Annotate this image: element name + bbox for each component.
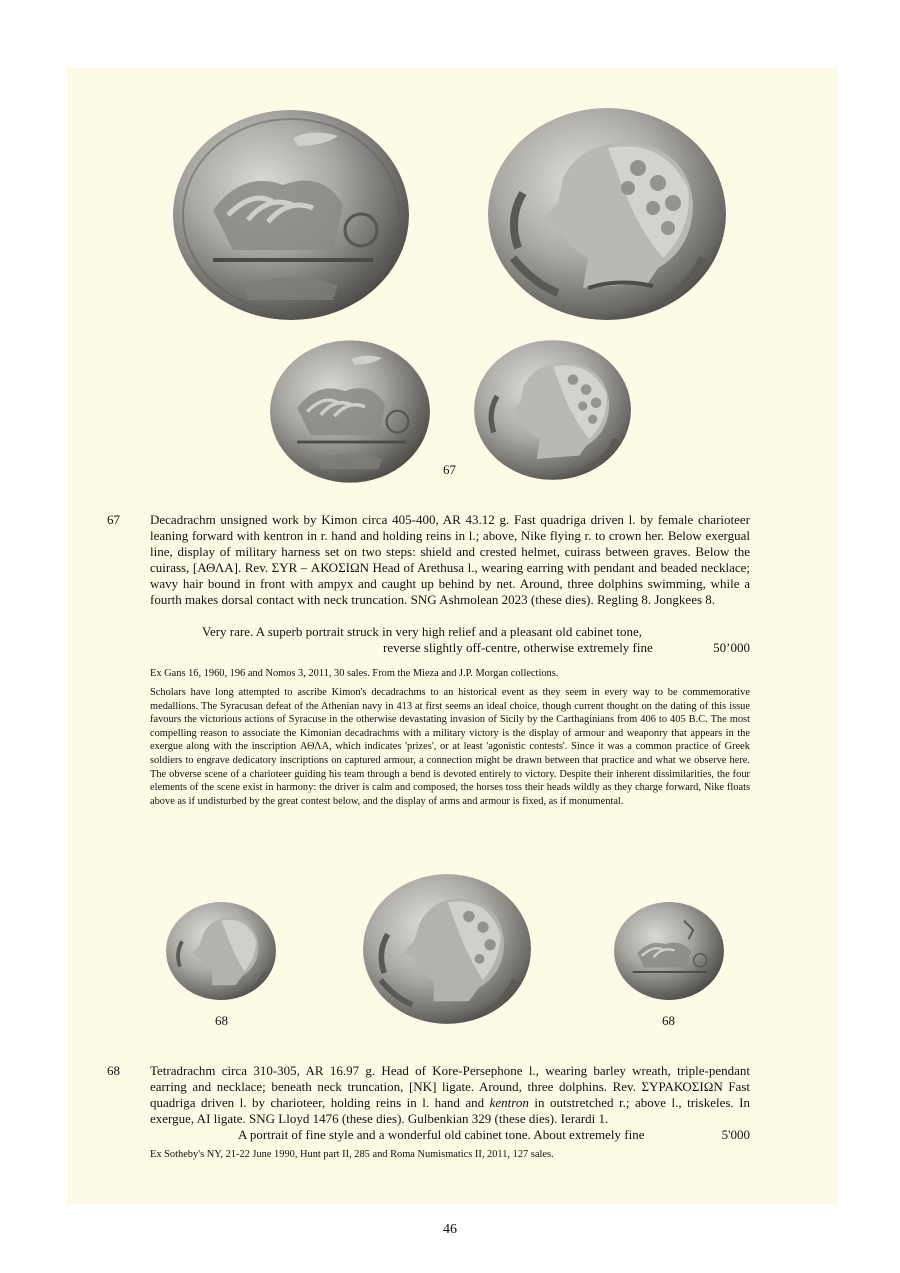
coin-67-obverse-large [173,110,409,320]
coin-68-obverse-large [363,868,531,1030]
lot-68-grade: A portrait of fine style and a wonderful old cabinet tone. About extremely fine [238,1127,645,1142]
lot-67-provenance: Ex Gans 16, 1960, 196 and Nomos 3, 2011, 30 sales. From the Mieza and J.P. Morgan collections. [150,668,559,679]
quadriga-icon [173,110,409,320]
page-number: 46 [443,1222,457,1237]
lot-68-description [150,1063,750,1127]
lot-68-provenance: Ex Sotheby's NY, 21-22 June 1990, Hunt part II, 285 and Roma Numismatics II, 2011, 127 sales. [150,1149,554,1160]
coin-67-obverse-small [270,340,430,483]
quadriga-icon [270,340,430,483]
figure-label-68-left: 68 [215,1013,228,1028]
arethusa-head-icon [474,340,631,480]
lot-68-price: 5'000 [721,1127,750,1142]
lot-67-essay: Scholars have long attempted to ascribe Kimon's decadrachms to an historical event as they seem in every way to be commemorative medallions. The Syracusan defeat of the Athenian navy in 413 at first seems an ideal choice, though current thought on the dating of this issue favours the victorious actions of Syracuse in the otherwise devastating invasion of Sicily by the Carthaginians from 406 to 405 B.C. The most compelling reason to associate the Kimonian decadrachms with a military victory is the display of armour and weaponry that appears in the exergue along with the inscription ΑΘΛΑ, which indicates 'prizes', or at least 'agonistic contests'. Since it was a common practice of Greek soldiers to engrave dedicatory inscriptions on captured armour, a connection might be drawn between that practice and what we observe here. The obverse scene of a charioteer guiding his team through a bend is devoted entirely to victory. Despite their inherent dissimilarities, the four elements of the scene exist in harmony: the driver is calm and composed, the horses toss their heads wildly as they charge forward, Nike floats above as if undisturbed by the great contest below, and the display of arms and armour is fixed, as if monumental. [150,687,750,807]
lot-number-68: 68 [107,1063,120,1078]
lot-68-description-em: kentron [489,1095,529,1110]
lot-68-description-b: in outstretched r.; above l., triskeles. In exergue, AI ligate. SNG Lloyd 1476 (these dies). Gulbenkian 329 (these dies). Ierardi 1. [150,1095,750,1126]
coin-68-reverse-small [614,896,724,1006]
coin-67-reverse-large [488,108,726,320]
lot-67-description [150,512,750,608]
lot-67-description-text: Decadrachm unsigned work by Kimon circa 405-400, AR 43.12 g. Fast quadriga driven l. by female charioteer leaning forward with kentron in r. hand and holding reins in l.; above, Nike flying r. to crown her. Below exergual line, display of military harness set on two steps: shield and crested helmet, cuirass between graves. Below the cuirass, [ΑΘΛΑ]. Rev. ΣΥR – ΑΚΟΣΙΩΝ Head of Arethusa l., wearing earring with pendant and beaded necklace; wavy hair bound in front with ampyx and caught up behind by net. Around, three dolphins swimming, while a fourth makes dorsal contact with neck truncation. SNG Ashmolean 2023 (these dies). Regling 8. Jongkees 8. [150,512,750,607]
quadriga-icon [614,896,724,1006]
lot-67-grade-line1: Very rare. A superb portrait struck in very high relief and a pleasant old cabinet tone, [202,624,643,639]
kore-head-icon [166,896,276,1006]
lot-68-description-a: Tetradrachm circa 310-305, AR 16.97 g. Head of Kore-Persephone l., wearing barley wreath, triple-pendant earring and necklace; beneath neck truncation, [NK] ligate. Around, three dolphins. Rev. ΣΥΡΑΚΟΣΙΩΝ Fast quadriga driven l. by charioteer, holding reins in l. hand and [150,1063,750,1110]
figure-label-67: 67 [443,462,456,477]
lot-number-67: 67 [107,512,120,527]
arethusa-head-icon [488,108,726,320]
coin-67-reverse-small [474,340,631,480]
lot-67-price: 50’000 [713,640,750,655]
kore-head-icon [363,868,531,1030]
coin-68-small-left [166,896,276,1006]
figure-label-68-right: 68 [662,1013,675,1028]
lot-67-grade-line2: reverse slightly off-centre, otherwise extremely fine [383,640,653,655]
